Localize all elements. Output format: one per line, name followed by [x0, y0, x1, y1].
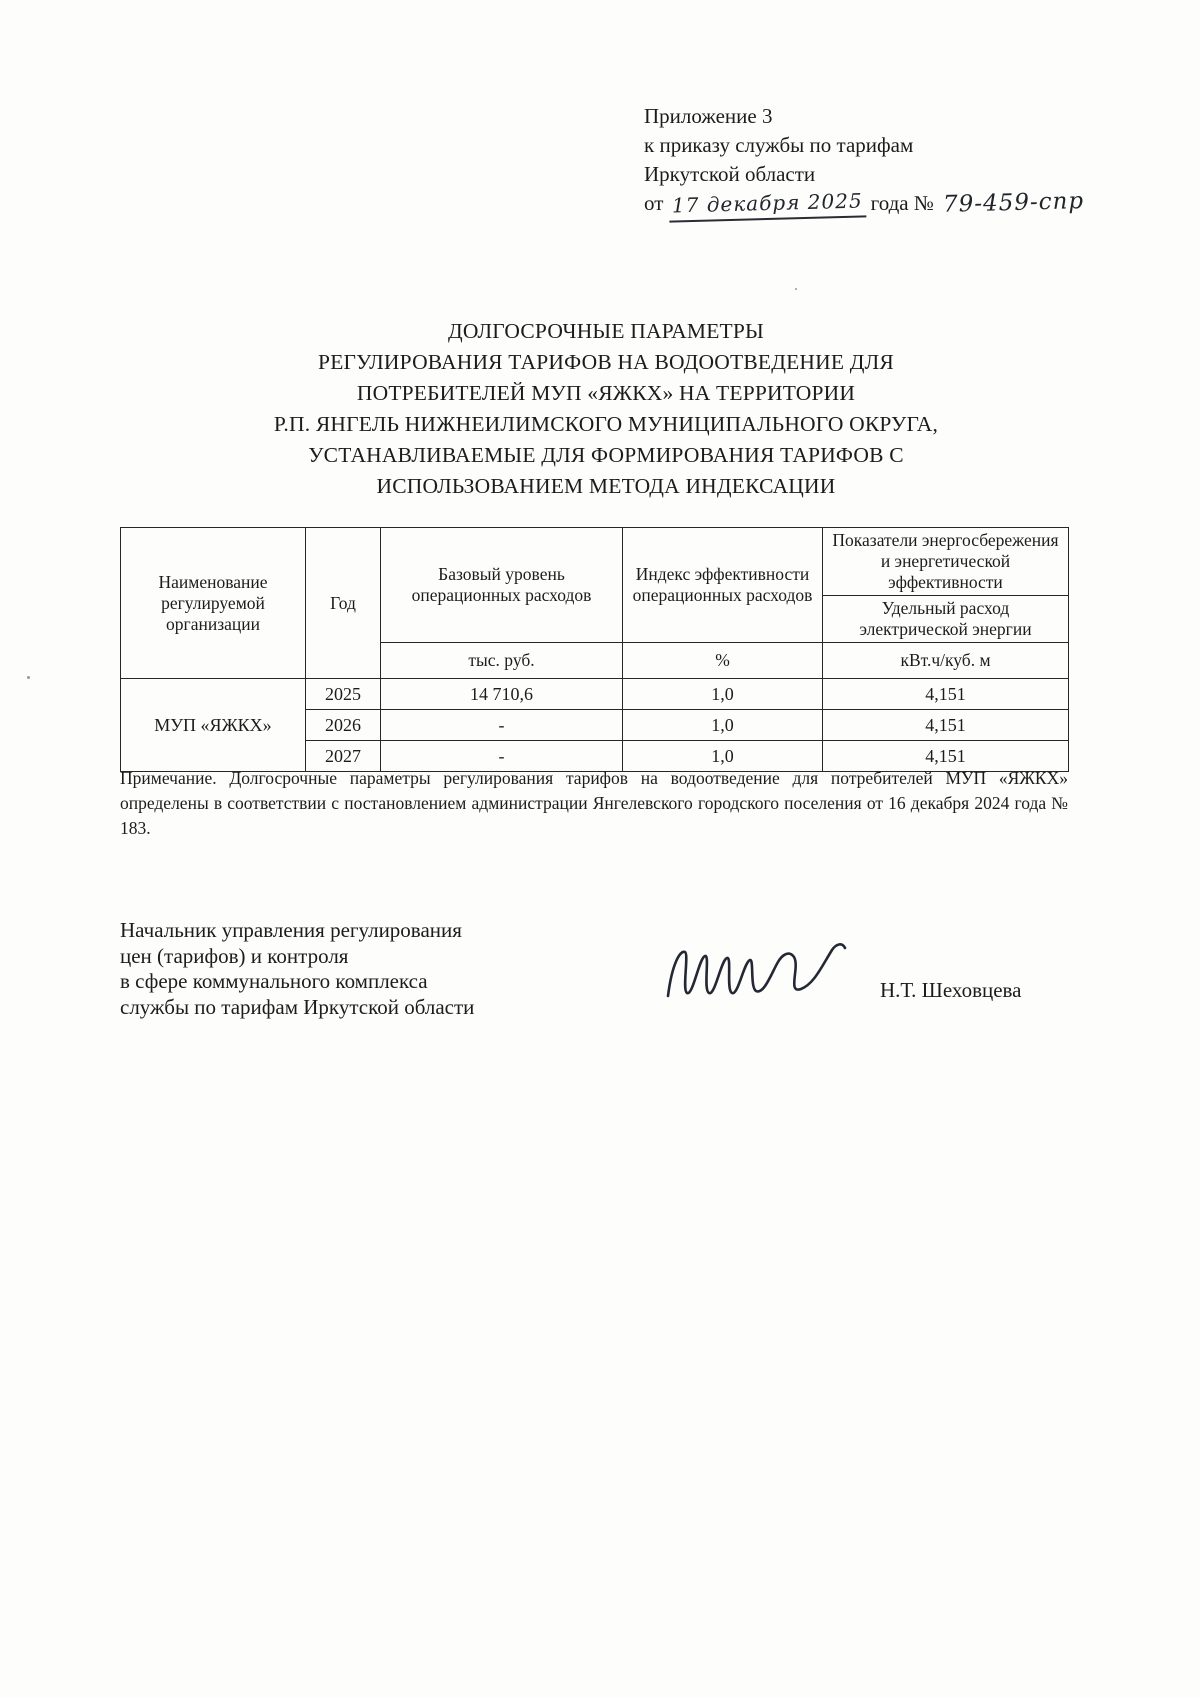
title-line: ДОЛГОСРОЧНЫЕ ПАРАМЕТРЫ — [448, 319, 764, 343]
signoff-position-line: цен (тарифов) и контроля — [120, 943, 349, 968]
signoff-position-line: Начальник управления регулирования — [120, 918, 462, 942]
scan-speck — [795, 288, 797, 290]
signoff-position-line: в сфере коммунального комплекса — [120, 969, 428, 993]
year-number-label: года № — [870, 191, 934, 215]
year-cell: 2025 — [306, 679, 381, 710]
title-line: Р.П. ЯНГЕЛЬ НИЖНЕИЛИМСКОГО МУНИЦИПАЛЬНОГО ОКРУГА, — [273, 412, 939, 436]
efficiency-index-cell: 1,0 — [623, 710, 823, 741]
col-header-energy-indicators: Показатели энергосбережения и энергетической эффективности — [823, 528, 1069, 596]
col-header-organization: Наименование регулируемой организации — [121, 528, 306, 679]
base-level-cell: - — [381, 710, 623, 741]
from-label: от — [644, 191, 664, 215]
efficiency-index-cell: 1,0 — [623, 679, 823, 710]
col-header-energy-specific-consumption: Удельный расход электрической энергии — [823, 596, 1069, 643]
title-line: УСТАНАВЛИВАЕМЫЕ ДЛЯ ФОРМИРОВАНИЯ ТАРИФОВ С — [308, 443, 904, 467]
scan-speck — [27, 676, 30, 679]
appendix-number-line: Приложение 3 — [644, 104, 773, 128]
unit-efficiency-index: % — [623, 643, 823, 679]
appendix-header — [644, 102, 1084, 220]
footnote: Примечание. Долгосрочные параметры регулирования тарифов на водоотведение для потребителей МУП «ЯЖКХ» определены в соответствии с постановлением администрации Янгелевского городского поселения от 16 декабря 2024 года № 183. — [120, 768, 1068, 838]
signoff-position-line: службы по тарифам Иркутской области — [120, 994, 475, 1019]
signoff-name: Н.Т. Шеховцева — [880, 978, 1022, 1002]
handwritten-date: 17 декабря 2025 — [668, 186, 865, 222]
title-line: РЕГУЛИРОВАНИЯ ТАРИФОВ НА ВОДООТВЕДЕНИЕ ДЛЯ — [318, 350, 894, 374]
energy-cell: 4,151 — [823, 679, 1069, 710]
base-level-cell: 14 710,6 — [381, 679, 623, 710]
region-line: Иркутской области — [644, 162, 816, 186]
long-term-parameters-table — [120, 527, 1069, 772]
col-header-efficiency-index: Индекс эффективности операционных расходов — [623, 528, 823, 643]
document-title — [126, 316, 1086, 502]
signoff-position — [120, 918, 590, 1020]
date-number-line — [644, 189, 1084, 220]
energy-cell: 4,151 — [823, 741, 1069, 772]
energy-cell: 4,151 — [823, 710, 1069, 741]
handwritten-order-number: 79-459-спр — [942, 188, 1085, 218]
table-row-2025 — [121, 679, 1069, 710]
title-line: ИСПОЛЬЗОВАНИЕМ МЕТОДА ИНДЕКСАЦИИ — [376, 474, 836, 498]
order-reference-line: к приказу службы по тарифам — [644, 133, 914, 157]
title-line: ПОТРЕБИТЕЛЕЙ МУП «ЯЖКХ» НА ТЕРРИТОРИИ — [356, 381, 856, 405]
base-level-cell: - — [381, 741, 623, 772]
organization-name-cell: МУП «ЯЖКХ» — [121, 679, 306, 772]
handwritten-signature-icon — [648, 930, 858, 1020]
col-header-year: Год — [306, 528, 381, 679]
year-cell: 2027 — [306, 741, 381, 772]
efficiency-index-cell: 1,0 — [623, 741, 823, 772]
col-header-base-level: Базовый уровень операционных расходов — [381, 528, 623, 643]
unit-base-level: тыс. руб. — [381, 643, 623, 679]
year-cell: 2026 — [306, 710, 381, 741]
unit-energy: кВт.ч/куб. м — [823, 643, 1069, 679]
